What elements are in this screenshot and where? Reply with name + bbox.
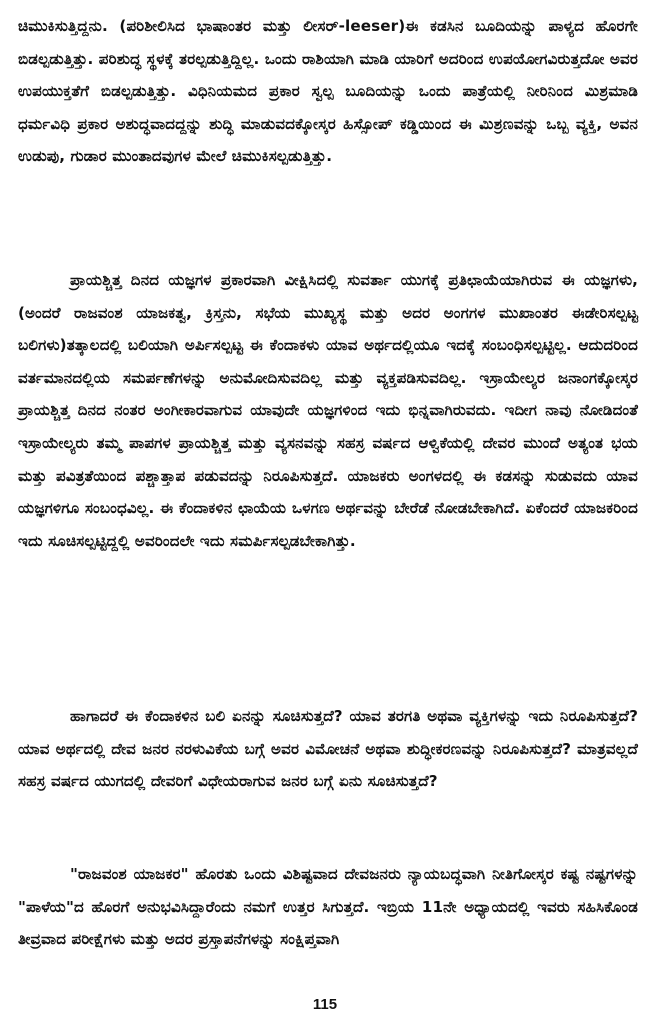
paragraph-4: "ರಾಜವಂಶ ಯಾಜಕರ" ಹೊರತು ಒಂದು ವಿಶಿಷ್ಟವಾದ ದೇವಜನರು ನ್ಯಾಯಬದ್ಧವಾಗಿ ನೀತಿಗೋಸ್ಕರ ಕಷ್ಟ ನಷ್ಟಗಳನ್ನು "ಪಾಳೆಯ"ದ ಹೊರಗೆ ಅನುಭವಿಸಿದ್ದಾರೆಂದು ನಮಗೆ ಉತ್ತರ ಸಿಗುತ್ತದೆ. ಇಬ್ರಿಯ 11ನೇ ಅಧ್ಯಾಯದಲ್ಲಿ ಇವರು ಸಹಿಸಿಕೊಂಡ ತೀವ್ರವಾದ ಪರೀಕ್ಷೆಗಳು ಮತ್ತು ಅದರ ಪ್ರಸ್ತಾಪನೆಗಳನ್ನು ಸಂಕ್ಷಿಪ್ತವಾಗಿ [18,865,638,949]
paragraph-3: ಹಾಗಾದರೆ ಈ ಕೆಂದಾಕಳಿನ ಬಲಿ ಏನನ್ನು ಸೂಚಿಸುತ್ತದೆ? ಯಾವ ತರಗತಿ ಅಥವಾ ವ್ಯಕ್ತಿಗಳನ್ನು ಇದು ನಿರೂಪಿಸುತ್ತದೆ? ಯಾವ ಅರ್ಥದಲ್ಲಿ ದೇವ ಜನರ ನರಳುವಿಕೆಯ ಬಗ್ಗೆ ಅವರ ವಿಮೋಚನೆ ಅಥವಾ ಶುದ್ಧೀಕರಣವನ್ನು ನಿರೂಪಿಸುತ್ತದೆ? ಮಾತ್ರವಲ್ಲದೆ ಸಹಸ್ರ ವರ್ಷದ ಯುಗದಲ್ಲಿ ದೇವರಿಗೆ ವಿಧೇಯರಾಗುವ ಜನರ ಬಗ್ಗೆ ಏನು ಸೂಚಿಸುತ್ತದೆ? [18,707,638,791]
paragraph-2: ಪ್ರಾಯಶ್ಚಿತ್ತ ದಿನದ ಯಜ್ಞಗಳ ಪ್ರಕಾರವಾಗಿ ವೀಕ್ಷಿಸಿದಲ್ಲಿ ಸುವರ್ತಾ ಯುಗಕ್ಕೆ ಪ್ರತಿಛಾಯೆಯಾಗಿರುವ ಈ ಯಜ್ಞಗಳು, (ಅಂದರೆ ರಾಜವಂಶ ಯಾಜಕತ್ವ, ಕ್ರಿಸ್ತನು, ಸಭೆಯ ಮುಖ್ಯಸ್ಥ ಮತ್ತು ಅದರ ಅಂಗಗಳ ಮುಖಾಂತರ ಈಡೇರಿಸಲ್ಪಟ್ಟ ಬಲಿಗಳು)ತತ್ಕಾಲದಲ್ಲಿ ಬಲಿಯಾಗಿ ಅರ್ಪಿಸಲ್ಪಟ್ಟ ಈ ಕೆಂದಾಕಳು ಯಾವ ಅರ್ಥದಲ್ಲಿಯೂ ಇದಕ್ಕೆ ಸಂಬಂಧಿಸಲ್ಪಟ್ಟಿಲ್ಲ. ಆದುದರಿಂದ ವರ್ತಮಾನದಲ್ಲಿಯ ಸಮರ್ಪಣೆಗಳನ್ನು ಅನುಮೋದಿಸುವದಿಲ್ಲ ಮತ್ತು ವ್ಯಕ್ತಪಡಿಸುವದಿಲ್ಲ. ಇಸ್ರಾಯೇಲ್ಯರ ಜನಾಂಗಕ್ಕೋಸ್ಕರ ಪ್ರಾಯಶ್ಚಿತ್ತ ದಿನದ ನಂತರ ಅಂಗೀಕಾರವಾಗುವ ಯಾವುದೇ ಯಜ್ಞಗಳಿಂದ ಇದು ಭಿನ್ನವಾಗಿರುವದು. ಇದೀಗ ನಾವು ನೋಡಿದಂತೆ ಇಸ್ರಾಯೇಲ್ಯರು ತಮ್ಮ ಪಾಪಗಳ ಪ್ರಾಯಶ್ಚಿತ್ತ ಮತ್ತು ವ್ಯಸನವನ್ನು ಸಹಸ್ರ ವರ್ಷದ ಆಳ್ವಿಕೆಯಲ್ಲಿ ದೇವರ ಮುಂದೆ ಅತ್ಯಂತ ಭಯ ಮತ್ತು ಪವಿತ್ರತೆಯಿಂದ ಪಶ್ಚಾತ್ತಾಪ ಪಡುವದನ್ನು ನಿರೂಪಿಸುತ್ತದೆ. ಯಾಜಕರು ಅಂಗಳದಲ್ಲಿ ಈ ಕಡಸನ್ನು ಸುಡುವದು ಯಾವ ಯಜ್ಞಗಳಿಗೂ ಸಂಬಂಧವಿಲ್ಲ. ಈ ಕೆಂದಾಕಳಿನ ಛಾಯೆಯ ಒಳಗಣ ಅರ್ಥವನ್ನು ಬೇರೆಡೆ ನೋಡಬೇಕಾಗಿದೆ. ಏಕೆಂದರೆ ಯಾಜಕರಿಂದ ಇದು ಸೂಚಿಸಲ್ಪಟ್ಟಿದ್ದಲ್ಲಿ ಅವರಿಂದಲೇ ಇದು ಸಮರ್ಪಿಸಲ್ಪಡಬೇಕಾಗಿತ್ತು. [18,271,638,550]
paragraph-1: ಚಿಮುಕಿಸುತ್ತಿದ್ದನು. (ಪರಿಶೀಲಿಸಿದ ಭಾಷಾಂತರ ಮತ್ತು ಲೀಸರ್-leeser)ಈ ಕಡಸಿನ ಬೂದಿಯನ್ನು ಪಾಳ್ಯದ ಹೊರಗೇ ಬಿಡಲ್ಪಡುತ್ತಿತ್ತು. ಪರಿಶುದ್ಧ ಸ್ಥಳಕ್ಕೆ ತರಲ್ಪಡುತ್ತಿದ್ದಿಲ್ಲ. ಒಂದು ರಾಶಿಯಾಗಿ ಮಾಡಿ ಯಾರಿಗೆ ಅದರಿಂದ ಉಪಯೋಗವಿರುತ್ತದೋ ಅವರ ಉಪಯುಕ್ತತೆಗೆ ಬಿಡಲ್ಪಡುತ್ತಿತ್ತು. ವಿಧಿನಿಯಮದ ಪ್ರಕಾರ ಸ್ವಲ್ಪ ಬೂದಿಯನ್ನು ಒಂದು ಪಾತ್ರೆಯಲ್ಲಿ ನೀರಿನಿಂದ ಮಿಶ್ರಮಾಡಿ ಧರ್ಮವಿಧಿ ಪ್ರಕಾರ ಅಶುದ್ಧವಾದದ್ದನ್ನು ಶುದ್ಧಿ ಮಾಡುವದಕ್ಕೋಸ್ಕರ ಹಿಸ್ಸೋಪ್ ಕಡ್ಡಿಯಿಂದ ಈ ಮಿಶ್ರಣವನ್ನು ಒಬ್ಬ ವ್ಯಕ್ತಿ, ಅವನ ಉಡುಪು, ಗುಡಾರ ಮುಂತಾದವುಗಳ ಮೇಲೆ ಚಿಮುಕಿಸಲ್ಪಡುತ್ತಿತ್ತು. [18,17,638,166]
page-number: 115 [312,996,338,1013]
document-page [18,6,638,1006]
